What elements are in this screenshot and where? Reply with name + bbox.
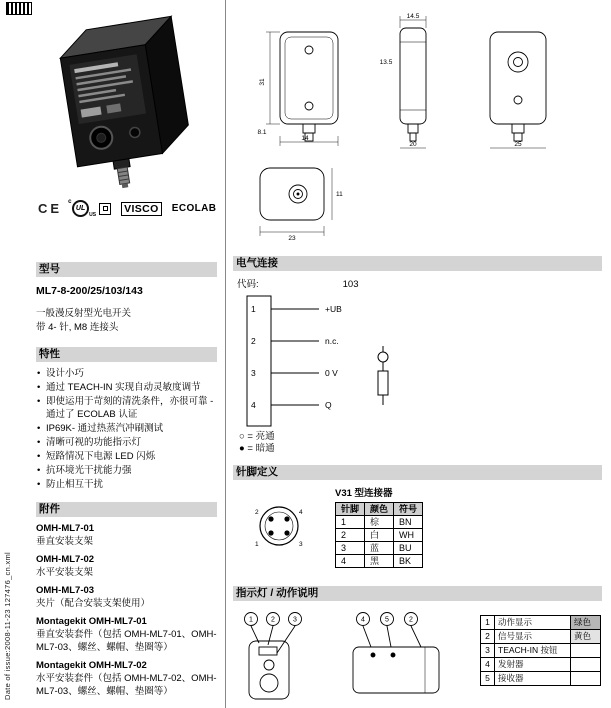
feature-text: 短路情况下电源 LED 闪烁 (46, 451, 156, 462)
pin-label: +UB (325, 304, 342, 314)
indicator-table (480, 615, 601, 686)
feature-item (36, 381, 217, 394)
legend-dark-on: ● = 暗通 (239, 443, 275, 454)
feature-item (36, 422, 217, 435)
section-header-indicators: 指示灯 / 动作说明 (233, 586, 602, 601)
pin-definition-body (233, 480, 602, 574)
model-desc-line2: 带 4- 针, M8 连接头 (36, 322, 119, 333)
accessory-desc: 水平安装套件（包括 OMH-ML7-02、OMH-ML7-03、螺丝、螺帽、垫圈等） (36, 673, 217, 697)
callout-2: 2 (271, 616, 275, 624)
code-row (237, 278, 602, 291)
section-header-electrical: 电气连接 (233, 256, 602, 271)
load-symbol (378, 346, 388, 405)
section-header-model: 型号 (36, 262, 217, 277)
face-pin-4: 4 (299, 509, 303, 516)
pin-table (335, 502, 423, 568)
product-photo (36, 6, 222, 198)
dim-8-1: 8.1 (257, 129, 267, 136)
col-symbol: 符号 (394, 503, 423, 516)
callout-4: 4 (361, 616, 365, 624)
protection-class-icon (99, 203, 111, 215)
dim-25: 25 (514, 141, 522, 148)
barcode-mark (6, 2, 32, 15)
callout-5: 5 (385, 616, 389, 624)
feature-text: 通过 TEACH-IN 实现自动灵敏度调节 (46, 382, 201, 393)
accessory-desc: 水平安装支架 (36, 567, 94, 578)
face-pin-1: 1 (255, 541, 259, 548)
connector-type-label: V31 型连接器 (335, 488, 393, 499)
section-header-accessories: 附件 (36, 502, 217, 517)
indicator-row: 4 发射器 (481, 658, 601, 672)
feature-item (36, 450, 217, 463)
dimension-drawings (232, 10, 606, 250)
indicator-drawings (235, 609, 475, 705)
pin-num: 2 (251, 336, 256, 346)
feature-item (36, 436, 217, 449)
visco-logo: VISCO (121, 202, 162, 216)
feature-text: 防止相互干扰 (46, 479, 104, 490)
dim-14: 14 (301, 135, 309, 142)
accessory-title: Montagekit OMH-ML7-01 (36, 616, 147, 627)
pin-num: 4 (251, 400, 256, 410)
dim-23: 23 (288, 235, 296, 242)
code-value: 103 (342, 279, 359, 290)
callout-3: 3 (293, 616, 297, 624)
dim-14-5: 14.5 (406, 13, 420, 20)
feature-item (36, 478, 217, 491)
pin-label: n.c. (325, 336, 339, 346)
feature-item (36, 367, 217, 380)
section-header-pin-definition: 针脚定义 (233, 465, 602, 480)
indicator-row: 5 接收器 (481, 672, 601, 686)
col-color: 颜色 (365, 503, 394, 516)
feature-text: 设计小巧 (46, 368, 85, 379)
section-header-features: 特性 (36, 347, 217, 362)
connector-face-drawing (243, 494, 311, 558)
dim-13-5: 13.5 (379, 59, 393, 66)
pin-table-row: 4 黑 BK (336, 555, 423, 568)
pin-table-row: 2 白 WH (336, 529, 423, 542)
feature-text: IP69K- 通过热蒸汽冲刷测试 (46, 423, 164, 434)
col-pin: 针脚 (336, 503, 365, 516)
left-column (36, 262, 217, 698)
callout-1: 1 (249, 616, 253, 624)
accessory-desc: 夹片（配合安装支架使用） (36, 598, 151, 609)
green-cell: 绿色 (571, 616, 601, 630)
pin-label: Q (325, 400, 332, 410)
indicator-row: 2 信号显示 黄色 (481, 630, 601, 644)
face-pin-2: 2 (255, 509, 259, 516)
column-divider (225, 0, 226, 708)
right-column (233, 256, 602, 708)
indicator-row: 3 TEACH-IN 按钮 (481, 644, 601, 658)
certification-logos (38, 200, 224, 217)
pin-num: 1 (251, 304, 256, 314)
yellow-cell: 黄色 (571, 630, 601, 644)
pin-table-row: 3 蓝 BU (336, 542, 423, 555)
callout-2b: 2 (409, 616, 413, 624)
feature-item (36, 464, 217, 477)
accessory-title: OMH-ML7-03 (36, 585, 95, 596)
indicators-body (233, 601, 602, 708)
ul-mark: c UL US (68, 199, 97, 218)
dim-20: 20 (409, 141, 417, 148)
accessory-desc: 垂直安装支架 (36, 536, 94, 547)
face-pin-3: 3 (299, 541, 303, 548)
accessory-title: OMH-ML7-01 (36, 523, 95, 534)
code-label: 代码: (237, 279, 259, 290)
feature-text: 清晰可视的功能指示灯 (46, 437, 142, 448)
model-number: ML7-8-200/25/103/143 (36, 285, 143, 297)
feature-text: 抗环境光干扰能力强 (46, 465, 132, 476)
dim-11: 11 (336, 191, 343, 198)
pin-table-header-row (336, 503, 423, 516)
wiring-diagram (233, 291, 593, 431)
switch-legend (239, 431, 602, 455)
feature-text: 即使运用于苛刻的清洗条件，亦很可靠 - 通过了 ECOLAB 认证 (46, 396, 214, 420)
model-desc-line1: 一般漫反射型光电开关 (36, 308, 132, 319)
ce-mark: CE (38, 201, 63, 216)
accessory-desc: 垂直安装套件（包括 OMH-ML7-01、OMH-ML7-03、螺丝、螺帽、垫圈等） (36, 629, 217, 653)
pin-num: 3 (251, 368, 256, 378)
accessory-title: Montagekit OMH-ML7-02 (36, 660, 147, 671)
pin-label: 0 V (325, 368, 338, 378)
dim-31: 31 (259, 78, 266, 86)
indicator-row: 1 动作显示 绿色 (481, 616, 601, 630)
issue-date-text: Date of issue:2008-11-23 127476_cn.xml (3, 551, 12, 700)
accessory-title: OMH-ML7-02 (36, 554, 95, 565)
feature-item (36, 395, 217, 421)
pin-table-row: 1 棕 BN (336, 516, 423, 529)
ecolab-logo: ECOLAB (171, 203, 217, 214)
legend-light-on: ○ = 亮通 (239, 431, 275, 442)
